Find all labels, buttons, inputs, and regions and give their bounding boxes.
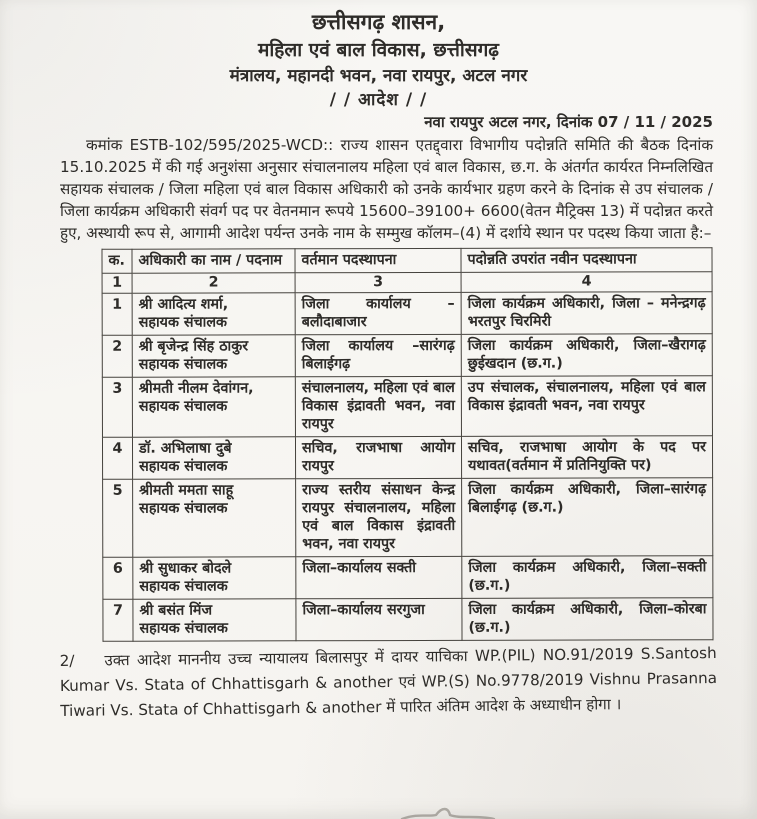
table-row xyxy=(102,436,712,480)
order-heading: / / आदेश / / xyxy=(329,90,428,110)
table-row xyxy=(102,334,712,378)
cell-current-posting: सचिव, राजभाषा आयोग रायपुर xyxy=(295,436,461,478)
officer-designation: सहायक संचालक xyxy=(139,620,228,637)
cell-officer xyxy=(133,599,296,641)
officer-designation: सहायक संचालक xyxy=(138,356,228,373)
ministry-address: मंत्रालय, महानदी भवन, नवा रायपुर, अटल नगर xyxy=(229,66,528,86)
government-title: छत्तीसगढ़ शासन, xyxy=(311,10,446,34)
table-header-row xyxy=(102,248,712,274)
column-number-row xyxy=(102,272,712,294)
document-header xyxy=(0,0,757,112)
court-case-paragraph xyxy=(60,641,718,724)
officer-name: श्रीमती ममता साहू xyxy=(139,482,234,499)
cell-new-posting: जिला कार्यक्रम अधिकारी, जिला–खैरागढ़ छुईखदान (छ.ग.) xyxy=(461,334,712,377)
cell-serial: 3 xyxy=(102,377,132,437)
order-body-paragraph: कमांक ESTB-102/595/2025-WCD:: राज्य शासन एतद्द्वारा विभागीय पदोन्नति समिति की बैठक दिनांक 15.10.2025 में की गई अनुशंसा अनुसार संचालनालय महिला एवं बाल विकास, छ.ग. के अंतर्गत कार्यरत निम्नलिखित सहायक संचालक / जिला महिला एवं बाल विकास अधिकारी को उनके कार्यभार ग्रहण करने के दिनांक से उप संचालक / जिला कार्यक्रम अधिकारी संवर्ग पद पर वेतनमान रूपये 15600–39100+ 6600(वेतन मैट्रिक्स 13) में पदोन्नत करते हुए, अस्थायी रूप से, आगामी आदेश पर्यन्त उनके नाम के सम्मुख कॉलम–(4) में दर्शाये स्थान पर पदस्थ किया जाता है:– xyxy=(60,136,713,242)
cell-officer xyxy=(132,377,295,437)
cell-serial: 7 xyxy=(103,599,133,641)
officer-name: श्री बृजेन्द्र सिंह ठाकुर xyxy=(138,338,249,355)
officer-name: श्री आदित्य शर्मा, xyxy=(138,296,229,313)
officer-designation: सहायक संचालक xyxy=(139,500,228,517)
cell-serial: 6 xyxy=(103,557,133,599)
cell-serial: 4 xyxy=(102,437,132,479)
officer-designation: सहायक संचालक xyxy=(138,398,228,415)
promotion-table xyxy=(101,247,713,642)
cell-serial: 5 xyxy=(103,479,133,557)
cell-officer xyxy=(133,557,296,599)
cell-new-posting: उप संचालक, संचालनालय, महिला एवं बाल विकास इंद्रावती भवन, नवा रायपुर xyxy=(461,376,712,437)
table-row xyxy=(103,598,713,642)
cell-current-posting: जिला कार्यालय –बलौदाबाजार xyxy=(295,292,461,334)
officer-designation: सहायक संचालक xyxy=(139,458,228,475)
cell-serial: 1 xyxy=(102,293,132,335)
court-case-text: उक्त आदेश माननीय उच्च न्यायालय बिलासपुर में दायर याचिका WP.(PIL) NO.91/2019 S.Santosh Kumar Vs. Stata of Chhattisgarh & another एवं WP.(S) No.9778/2019 Vishnu Prasanna Tiwari Vs. Stata of Chhattisgarh & another में पारित अंतिम आदेश के अध्याधीन होगा । xyxy=(59,643,718,720)
cell-new-posting: सचिव, राजभाषा आयोग के पद पर यथावत(वर्तमान में प्रतिनियुक्ति पर) xyxy=(461,436,712,479)
cell-officer xyxy=(133,479,296,557)
cell-current-posting: राज्य स्तरीय संसाधन केन्द्र रायपुर संचालनालय, महिला एवं बाल विकास इंद्रावती भवन, नवा रायपुर xyxy=(296,478,462,556)
cell-officer xyxy=(132,293,295,335)
officer-name: श्री बसंत मिंज xyxy=(139,602,213,619)
col-header-current-posting: वर्तमान पदस्थापना xyxy=(295,248,461,272)
table-row xyxy=(103,478,713,558)
officer-name: श्री सुधाकर बोदले xyxy=(139,560,232,577)
col-header-name: अधिकारी का नाम / पदनाम xyxy=(132,249,295,273)
column-number-1: 1 xyxy=(102,273,132,293)
table-row xyxy=(102,292,712,336)
cell-current-posting: जिला–कार्यालय सरगुजा xyxy=(296,598,462,640)
paragraph-number: 2/ xyxy=(59,651,75,671)
cell-new-posting: जिला कार्यक्रम अधिकारी, जिला–सारंगढ़ बिलाईगढ़ (छ.ग.) xyxy=(462,478,713,557)
department-title: महिला एवं बाल विकास, छत्तीसगढ़ xyxy=(257,39,500,61)
cell-new-posting: जिला कार्यक्रम अधिकारी, जिला – मनेन्द्रगढ़ भरतपुर चिरमिरी xyxy=(461,292,712,335)
table-row xyxy=(102,376,712,438)
officer-name: डॉ. अभिलाषा दुबे xyxy=(138,440,232,457)
cell-officer xyxy=(132,437,295,479)
cell-officer xyxy=(132,335,295,377)
cell-new-posting: जिला कार्यक्रम अधिकारी, जिला–सक्ती (छ.ग.) xyxy=(462,556,713,599)
col-header-serial: क. xyxy=(102,249,132,273)
cell-current-posting: जिला कार्यालय –सारंगढ़ बिलाईगढ़ xyxy=(295,334,461,376)
signature-fragment xyxy=(398,803,498,819)
column-number-3: 3 xyxy=(295,272,461,292)
cell-serial: 2 xyxy=(102,335,132,377)
cell-new-posting: जिला कार्यक्रम अधिकारी, जिला–कोरबा (छ.ग.) xyxy=(462,598,713,641)
cell-current-posting: जिला–कार्यालय सक्ती xyxy=(296,556,462,598)
column-number-2: 2 xyxy=(132,273,295,293)
table-row xyxy=(103,556,713,600)
officer-designation: सहायक संचालक xyxy=(138,314,228,331)
officer-name: श्रीमती नीलम देवांगन, xyxy=(138,380,254,397)
officer-designation: सहायक संचालक xyxy=(139,578,228,595)
column-number-4: 4 xyxy=(461,272,712,293)
col-header-new-posting: पदोन्नति उपरांत नवीन पदस्थापना xyxy=(461,248,712,273)
place-date-line: नवा रायपुर अटल नगर, दिनांक 07 / 11 / 2025 xyxy=(424,113,713,131)
cell-current-posting: संचालनालय, महिला एवं बाल विकास इंद्रावती भवन, नवा रायपुर xyxy=(295,376,461,436)
